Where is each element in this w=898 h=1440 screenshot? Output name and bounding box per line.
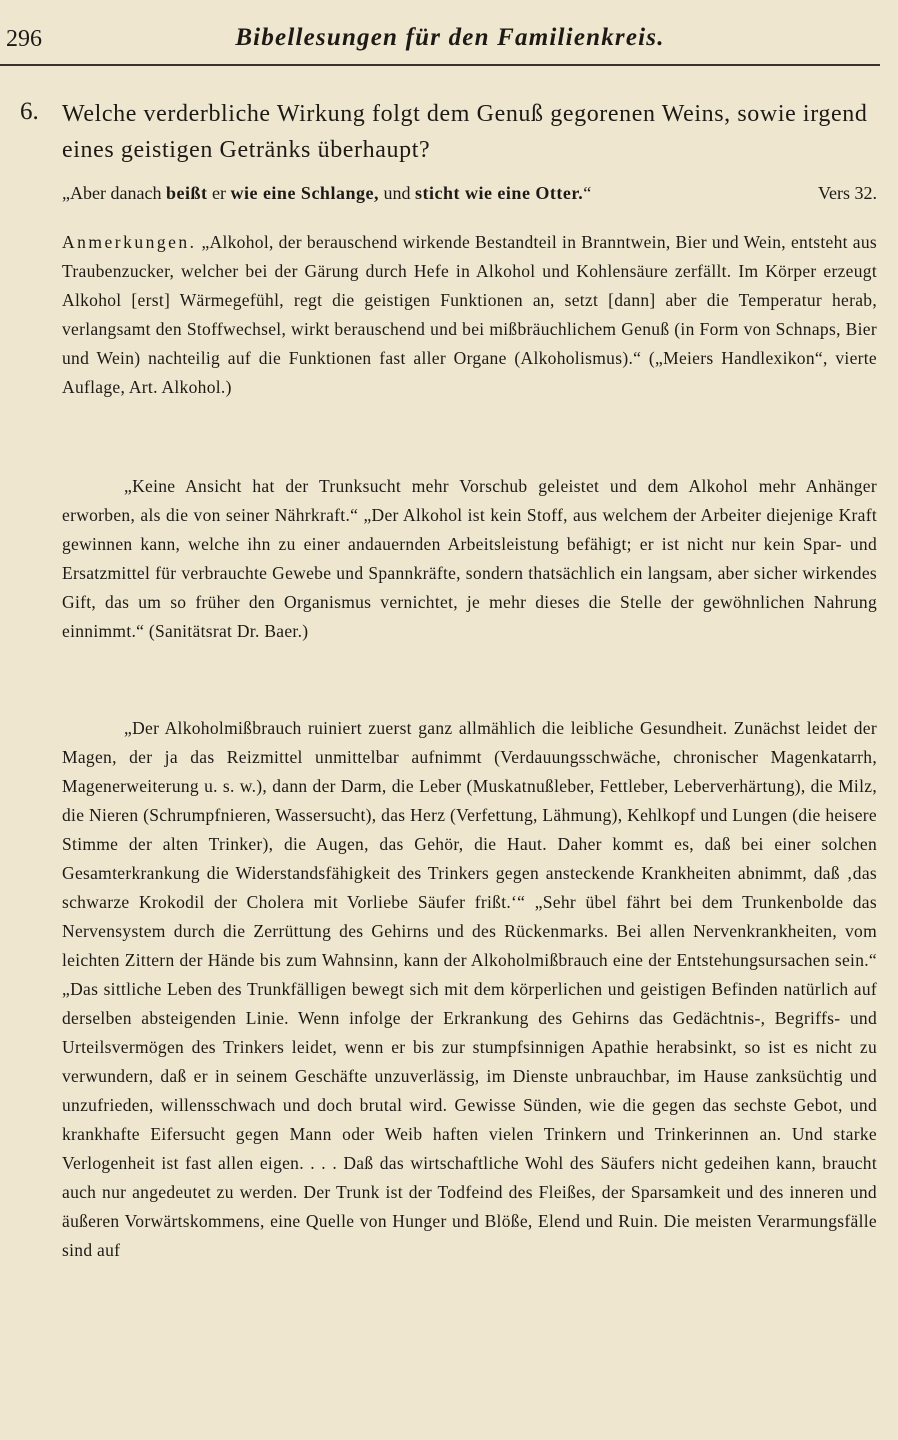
remarks-paragraph [62, 228, 877, 402]
verse-emphasis: wie eine Schlange, [230, 183, 379, 203]
verse-quote-line [62, 183, 877, 213]
verse-emphasis: sticht wie eine Otter. [414, 183, 584, 203]
remarks-text: „Alkohol, der berauschend wirkende Bestandteil in Branntwein, Bier und Wein, entsteht aus Traubenzucker, welcher bei der Gärung durch Hefe in Alkohol und Kohlensäure zerfällt. Im Körper erzeugt Alkohol [erst] Wärmegefühl, regt die geistigen Funktionen an, setzt [dann] aber die Temperatur herab, verlangsamt den Stoffwechsel, wirkt berauschend und bei mißbräuchlichem Genuß (in Form von Schnaps, Bier und Wein) nachteilig auf die Funktionen fast aller Organe (Alkoholismus).“ („Meiers Handlexikon“, vierte Auflage, Art. Alkohol.) [62, 232, 877, 397]
verse-quote-part: und [383, 183, 411, 203]
body-paragraph-3 [62, 714, 877, 1265]
verse-quote-part: er [211, 183, 226, 203]
body-paragraph-2 [62, 472, 877, 646]
question-text: Welche verderbliche Wirkung folgt dem Genuß gegorenen Weins, sowie irgend eines geistigen Getränks überhaupt? [62, 101, 868, 163]
paragraph-text: „Der Alkoholmißbrauch ruiniert zuerst ganz allmählich die leibliche Gesundheit. Zunächst leidet der Magen, der ja das Reizmittel unmittelbar aufnimmt (Verdauungsschwäche, chronischer Magenkatarrh, Magenerweiterung u. s. w.), dann der Darm, die Leber (Muskatnußleber, Fettleber, Leberverhärtung), die Milz, die Nieren (Schrumpfnieren, Wassersucht), das Herz (Verfettung, Lähmung), Kehlkopf und Lungen (die heisere Stimme der alten Trinker), die Augen, das Gehör, die Haut. Daher kommt es, daß bei einer solchen Gesamterkrankung die Widerstandsfähigkeit des Trinkers gegen ansteckende Krankheiten abnimmt, daß ‚das schwarze Krokodil der Cholera mit Vorliebe Säufer frißt.‘“ „Sehr übel fährt bei dem Trunkenbolde das Nervensystem durch die Zerrüttung des Gehirns und des Rückenmarks. Bei allen Nervenkrankheiten, vom leichten Zittern der Hände bis zum Wahnsinn, kann der Alkoholmißbrauch eine der Entstehungsursachen sein.“ „Das sittliche Leben des Trunkfälligen bewegt sich mit dem körperlichen und geistigen Befinden natürlich auf derselben absteigenden Linie. Wenn infolge der Erkrankung des Gehirns das Gedächtnis-, Begriffs- und Urteilsvermögen des Trinkers leidet, wenn er bis zur stumpfsinnigen Apathie herabsinkt, so ist es nicht zu verwundern, daß er in seinem Geschäfte unzuverlässig, im Dienste unbrauchbar, im Hause zanksüchtig und unzufrieden, willensschwach und doch brutal wird. Gewisse Sünden, wie die gegen das sechste Gebot, und krankhafte Eifersucht gegen Mann oder Weib haften vielen Trinkern und Trinkerinnen an. Und starke Verlogenheit ist fast allen eigen. . . . Daß das wirtschaftliche Wohl des Säufers nicht gedeihen kann, braucht auch nur angedeutet zu werden. Der Trunk ist der Todfeind des Fleißes, der Sparsamkeit und des inneren und äußeren Vorwärtskommens, eine Quelle von Hunger und Blöße, Elend und Ruin. Die meisten Verarmungsfälle sind auf [62, 718, 877, 1260]
question-number: 6. [20, 98, 39, 125]
running-title: Bibellesungen für den Familienkreis. [235, 24, 665, 51]
verse-reference: Vers 32. [818, 183, 877, 203]
page-header [0, 22, 880, 62]
page-number: 296 [6, 26, 42, 52]
verse-emphasis: beißt [165, 183, 208, 203]
header-rule [0, 64, 880, 66]
remarks-label: Anmerkungen. [62, 232, 197, 252]
verse-quote-part: „Aber danach [62, 183, 162, 203]
verse-quote-close: “ [583, 183, 592, 203]
paragraph-text: „Keine Ansicht hat der Trunksucht mehr Vorschub geleistet und dem Alkohol mehr Anhänger erworben, als die von seiner Nährkraft.“ „Der Alkohol ist kein Stoff, aus welchem der Arbeiter diejenige Kraft gewinnen kann, welche ihn zu einer andauernden Arbeitsleistung befähigt; er ist nicht nur kein Spar- und Ersatzmittel für verbrauchte Gewebe und Spannkräfte, sondern thatsächlich ein langsam, aber sicher wirkendes Gift, das um so früher den Organismus vernichtet, je mehr dieses die Stelle der gewöhnlichen Nahrung einnimmt.“ (Sanitätsrat Dr. Baer.) [62, 476, 877, 641]
verse-quote [62, 183, 591, 204]
